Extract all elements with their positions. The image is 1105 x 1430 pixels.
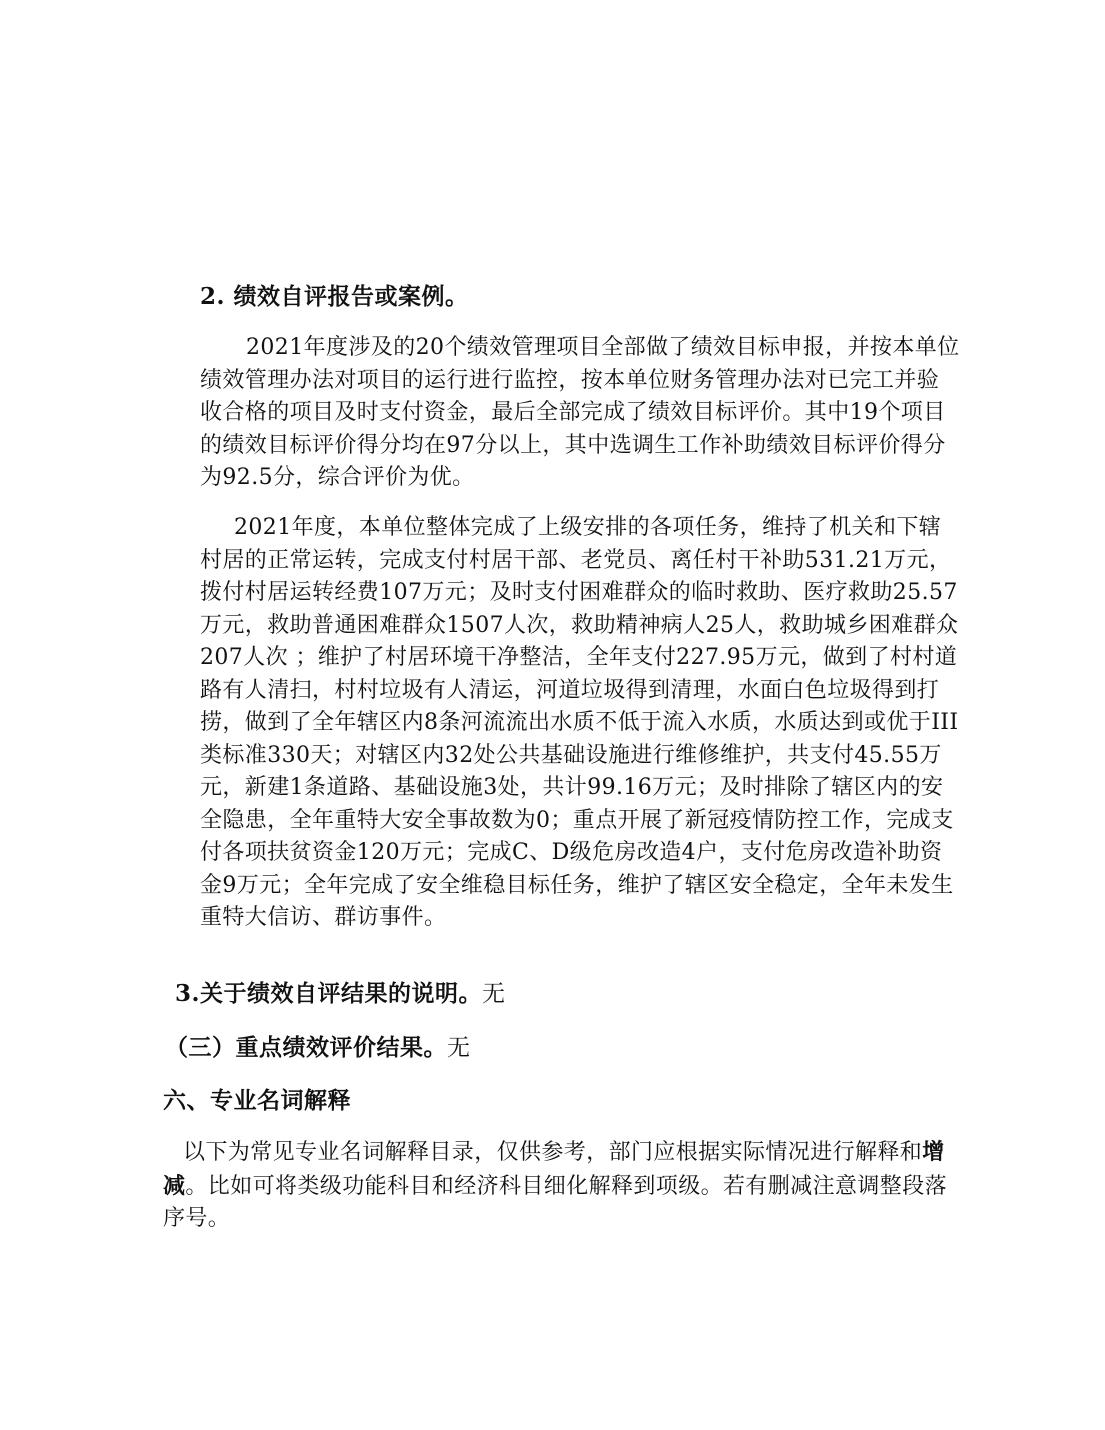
paragraph-terminology-intro: [163, 1136, 948, 1236]
section-heading-key-evaluation: [165, 1032, 945, 1064]
section-heading-result-explanation-title: 3.关于绩效自评结果的说明。: [175, 980, 483, 1007]
section-heading-result-explanation-answer: 无: [482, 981, 506, 1007]
terminology-intro-text-before: 以下为常见专业名词解释目录，仅供参考，部门应根据实际情况进行解释和: [183, 1140, 923, 1165]
paragraph-project-evaluation: 2021年度涉及的20个绩效管理项目全部做了绩效目标申报，并按本单位绩效管理办法对项目的运行进行监控，按本单位财务管理办法对已完工并验收合格的项目及时支付资金，最后全部完成了绩效目标评价。其中19个项目的绩效目标评价得分均在97分以上，其中选调生工作补助绩效目标评价得分为92.5分，综合评价为优。: [200, 335, 960, 490]
terminology-intro-text-after: 。比如可将类级功能科目和经济科目细化解释到项级。若有删减注意调整段落序号。: [163, 1173, 948, 1231]
paragraph-annual-tasks: 2021年度，本单位整体完成了上级安排的各项任务，维持了机关和下辖村居的正常运转，完成支付村居干部、老党员、离任村干补助531.21万元，拨付村居运转经费107万元；及时支付困难群众的临时救助、医疗救助25.57万元，救助普通困难群众1507人次，救助精神病人25人，救助城乡困难群众207人次 ；维护了村居环境干净整洁，全年支付227.95万元，做到了村村道路有人清扫，村村垃圾有人清运，河道垃圾得到清理，水面白色垃圾得到打捞，做到了全年辖区内8条河流流出水质不低于流入水质，水质达到或优于III类标准330天；对辖区内32处公共基础设施进行维修维护，共支付45.55万元，新建1条道路、基础设施3处，共计99.16万元；及时排除了辖区内的安全隐患，全年重特大安全事故数为0；重点开展了新冠疫情防控工作，完成支付各项扶贫资金120万元；完成C、D级危房改造4户，支付危房改造补助资金9万元；全年完成了安全维稳目标任务，维护了辖区安全稳定，全年未发生重特大信访、群访事件。: [200, 515, 959, 930]
section-heading-key-evaluation-answer: 无: [447, 1035, 471, 1061]
section-heading-result-explanation: [175, 978, 955, 1010]
section-heading-self-evaluation-report: 2. 绩效自评报告或案例。: [200, 283, 469, 310]
section-heading-key-evaluation-title: （三）重点绩效评价结果。: [165, 1034, 447, 1061]
terminology-intro-text-bold: 增减: [163, 1139, 945, 1199]
section-heading-terminology: 六、专业名词解释: [163, 1087, 351, 1114]
